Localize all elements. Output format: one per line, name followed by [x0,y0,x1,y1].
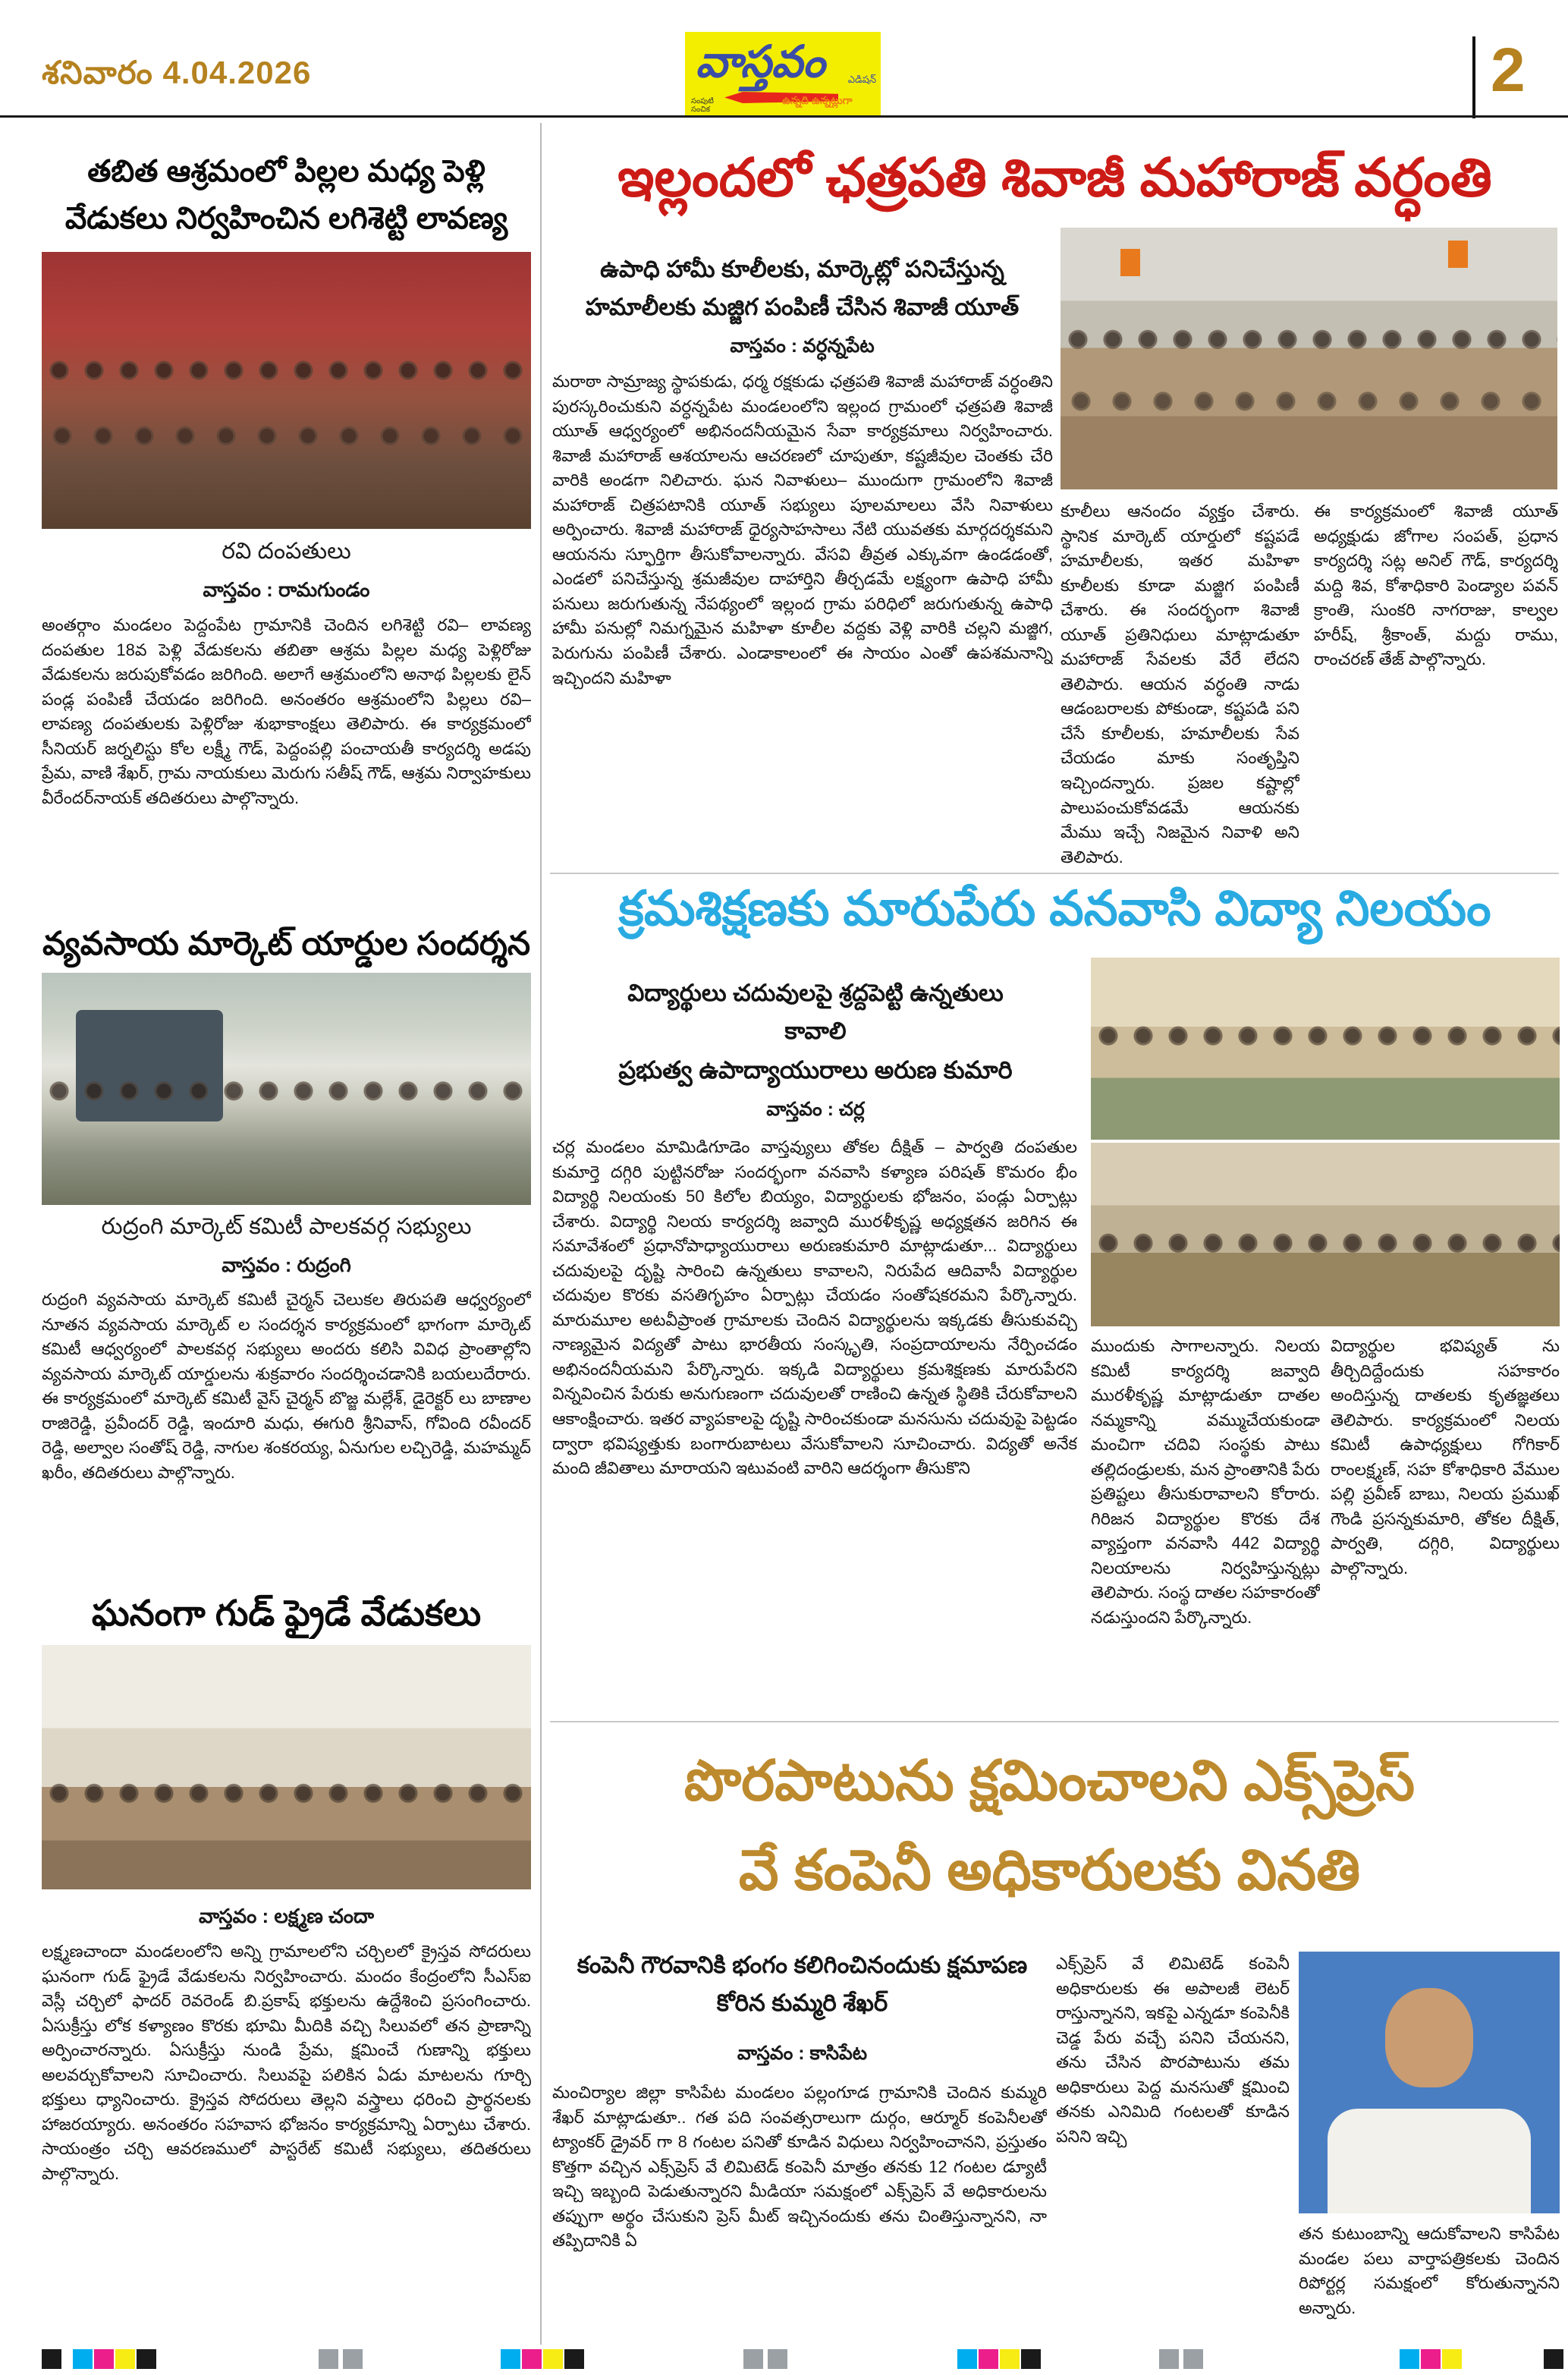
article-shivaji-subhead: ఉపాధి హామీ కూలీలకు, మార్కెట్లో పనిచేస్తున్న హమాలీలకు మజ్జిగ పంపిణీ చేసిన శివాజీ యూత్ [585,256,1020,320]
page-number-divider [1472,36,1475,118]
portrait-head-shape [1385,1988,1474,2087]
print-mark-black [42,2349,61,2369]
print-mark-magenta [522,2349,542,2369]
article-goodfriday-headline: ఘనంగా గుడ్ ఫ్రైడే వేడుకలు [91,1593,482,1633]
photo-sekhar-portrait [1299,1952,1560,2213]
print-mark-gray [768,2349,787,2369]
print-mark-cyan [957,2349,977,2369]
article-shivaji-body-col1: మరాఠా సామ్రాజ్య స్థాపకుడు, ధర్మ రక్షకుడు ఛత్రపతి శివాజీ మహారాజ్ వర్ధంతిని పురస్కరించుకుని వర్ధన్నపేట మండలంలోని ఇల్లంద గ్రామంలో ఛత్రపతి శివాజీ యూత్ ఆధ్వర్యంలో అభినందనీయమైన సేవా కార్యక్రమాలు నిర్వహించారు. శివాజీ మహారాజ్ ఆశయాలను ఆచరణలో చూపుతూ, కష్టజీవుల చెంతకు చేరి వారికి అండగా నిలిచారు. ఘన నివాళులు– ముందుగా గ్రామంలోని శివాజీ మహారాజ్ చిత్రపటానికి యూత్ సభ్యులు పూలమాలలు వేసి నివాళులు అర్పించారు. శివాజీ మహారాజ్ ధైర్యసాహసాలు నేటి యువతకు మార్గదర్శకమని ఆయనను స్ఫూర్తిగా తీసుకోవాలన్నారు. వేసవి తీవ్రత ఎక్కువగా ఉండడంతో, ఎండలో పనిచేస్తున్న శ్రమజీవుల దాహార్తిని తీర్చడమే లక్ష్యంగా ఉపాధి హామీ పనులు జరుగుతున్న నేపథ్యంలో ఇల్లంద గ్రామ పరిధిలో జరుగుతున్న ఉపాధి హామీ పనుల్లో నిమగ్నమైన మహిళా కూలీల వద్దకు వెళ్లి వారికి చల్లని మజ్జిగ, పెరుగును పంపిణీ చేశారు. ఎండాకాలంలో ఈ సాయం ఎంతో ఉపశమనాన్ని ఇచ్చిందని మహిళా [552,372,1053,687]
print-mark-gray [1159,2349,1179,2369]
print-mark-yellow [1442,2349,1462,2369]
page-date: శనివారం 4.04.2026 [42,55,312,90]
article-express-headline [531,1736,1568,1911]
article-tabitha-body: అంతర్గాం మండలం పెద్దంపేట గ్రామానికి చెందిన లగిశెట్టి రవి– లావణ్య దంపతుల 18వ పెళ్లి వేడుకలను తబితా ఆశ్రమ పిల్లల మధ్య పెళ్లిరోజు వేడుకలను జరుపుకోవడం జరిగింది. అలాగే ఆశ్రమంలోని అనాథ పిల్లలకు లైన్ పండ్ల పంపిణీ చేయడం జరిగింది. అనంతరం ఆశ్రమంలోని పిల్లలు రవి– లావణ్య దంపతులకు పెళ్లిరోజు శుభాకాంక్షలు తెలిపారు. ఈ కార్యక్రమంలో సీనియర్ జర్నలిస్టు కోల లక్ష్మీ గౌడ్, పెద్దంపల్లి పంచాయతీ కార్యదర్శి అడపు ప్రేమ, వాణి శేఖర్, గ్రామ నాయకులు మెరుగు సతీష్ గౌడ్, ఆశ్రమ నిర్వాహకులు వీరేందర్‌నాయక్ తదితరులు పాల్గొన్నారు. [42,615,531,807]
article-express-headline-line2: వే కంపెనీ అధికారులకు వినతి [738,1839,1361,1902]
print-mark-gray [743,2349,763,2369]
print-mark-black [137,2349,156,2369]
masthead-issue: సంచిక [691,105,710,114]
photo-vanavasi-ceremony [1091,958,1560,1140]
print-mark-cyan [73,2349,93,2369]
print-mark-magenta [94,2349,114,2369]
article-shivaji-byline: వాస్తవం : వర్ధన్నపేట [730,335,875,357]
article-tabitha-caption: రవి దంపతులు [222,539,351,564]
print-mark-magenta [979,2349,998,2369]
article-vanavasi-body-col1: చర్ల మండలం మామిడిగూడెం వాస్తవ్యులు తోకల దీక్షిత్ – పార్వతి దంపతుల కుమార్తె దగ్గిరి పుట్టినరోజు సందర్భంగా వనవాసి కళ్యాణ పరిషత్ కొమరం భీం విద్యార్థి నిలయంకు 50 కిలోల బియ్యం, విద్యార్థులకు భోజనం, పండ్లు ఏర్పాట్లు చేశారు. విద్యార్థి నిలయ కార్యదర్శి జవ్వాది మురళీకృష్ణ అధ్యక్షతన జరిగిన ఈ సమావేశంలో ప్రధానోపాధ్యాయురాలు అరుణకుమారి మాట్లాడుతూ... విద్యార్థులు చదువులపై దృష్టి సారించి ఉన్నతులు కావాలని, నిరుపేద ఆదివాసీ విద్యార్థుల చదువుల కొరకు వసతిగృహం ఏర్పాట్లు చేయడం సంతోషకరమని పేర్కొన్నారు. మారుమూల అటవీప్రాంత గ్రామాలకు చెందిన విద్యార్థులను ఇక్కడకు తీసుకువచ్చి నాణ్యమైన విద్యతో పాటు భారతీయ సంస్కృతి, సంప్రదాయాలను నేర్పించడం అభినందనీయమని పేర్కొన్నారు. ఇక్కడి విద్యార్థులు క్రమశిక్షణకు మారుపేరని విన్నవించిన పేరుకు అనుగుణంగా చదువులతో రాణించి ఉన్నత స్థితికి చేరుకోవాలని ఆకాంక్షించారు. ఇతర వ్యాపకాలపై దృష్టి సారించకుండా మనసును చదువుపై పెట్టడం ద్వారా భవిష్యత్తుకు బంగారుబాటలు వేసుకోవాలని సూచించారు. విద్యతో అనేక మంది జీవితాలు మారాయని ఇటువంటి వారిని ఆదర్శంగా తీసుకొని [552,1137,1077,1478]
print-mark-black [564,2349,584,2369]
article-goodfriday-body: లక్ష్మణచాందా మండలంలోని అన్ని గ్రామాలలోని చర్చిలలో క్రైస్తవ సోదరులు ఘనంగా గుడ్ ఫ్రైడే వేడుకలను నిర్వహించారు. మందం కేంద్రంలోని సీఎస్ఐ వెస్లీ చర్చిలో ఫాదర్ రెవరెండ్ బి.ప్రకాష్ భక్తులను ఉద్దేశించి ప్రసంగించారు. ఏసుక్రీస్తు లోక కళ్యాణం కొరకు భూమి మీదికి వచ్చి సిలువలో తన ప్రాణాన్ని అర్పించారన్నారు. ఏసుక్రీస్తు నుండి ప్రేమ, క్షమించే గుణాన్ని భక్తులు అలవర్చుకోవాలని సూచించారు. సిలువపై పలికిన ఏడు మాటలను గూర్చి భక్తులు ధ్యానించారు. క్రైస్తవ సోదరులు తెల్లని వస్త్రాలు ధరించి ప్రార్థనలకు హాజరయ్యారు. అనంతరం సహవాస భోజనం కార్యక్రమాన్ని ఏర్పాటు చేశారు. సాయంత్రం చర్చి ఆవరణములో పాస్టరేట్ కమిటీ సభ్యులు, తదితరులు పాల్గొన్నారు. [42,1942,531,2183]
print-mark-magenta [1421,2349,1441,2369]
print-mark-cyan [1400,2349,1419,2369]
article-express-body-col2: ఎక్స్‌ప్రెస్ వే లిమిటెడ్ కంపెనీ అధికారులకు ఈ అపాలజీ లెటర్ రాస్తున్నానని, ఇకపై ఎన్నడూ కంపెనీకి చెడ్డ పేరు వచ్చే పనిని చేయనని, తను చేసిన పొరపాటును తమ అధికారులు పెద్ద మనసుతో క్షమించి తనకు ఎనిమిది గంటలతో కూడిన పనిని ఇచ్చి [1056,1954,1290,2146]
masthead-volume-issue [691,97,714,114]
article-express-headline-line1: పొరపాటును క్షమించాలని ఎక్స్‌ప్రెస్ [683,1749,1416,1812]
article-vanavasi-headline: క్రమశిక్షణకు మారుపేరు వనవాసి విద్యా నిలయం [618,881,1491,936]
article-express-body-col3: తన కుటుంబాన్ని ఆదుకోవాలని కాసిపేట మండల పలు వార్తాపత్రికలకు చెందిన రిపోర్టర్ల సమక్షంలో కోరుతున్నానని అన్నారు. [1299,2224,1560,2317]
print-mark-gray [343,2349,363,2369]
article-vanavasi-subhead1: విద్యార్థులు చదువులపై శ్రద్దపెట్టి ఉన్నతులు కావాలి [627,980,1004,1044]
article-vanavasi-body-col3: విద్యార్థుల భవిష్యత్ ను తీర్చిదిద్దేందుకు సహకారం అందిస్తున్న దాతలకు కృతజ్ఞతలు తెలిపారు. కార్యక్రమంలో నిలయ కమిటీ ఉపాధ్యక్షులు గోగికార్ రాంలక్ష్మణ్, సహ కోశాధికారి వేముల పల్లి ప్రవీణ్ బాబు, నిలయ ప్రముఖ్ గౌండి ప్రసన్నకుమారి, తోకల దీక్షిత్, పార్వతి, దగ్గిరి, విద్యార్థులు పాల్గొన్నారు. [1331,1336,1560,1578]
section-divider [550,1721,1559,1722]
article-goodfriday-byline: వాస్తవం : లక్ష్మణ చందా [198,1905,375,1927]
article-shivaji-headline: ఇల్లందలో ఛత్రపతి శివాజీ మహారాజ్ వర్ధంతి [617,148,1492,207]
portrait-shirt-shape [1328,2109,1531,2213]
photo-crowd-texture [42,1071,531,1163]
masthead-logo [685,32,881,115]
masthead-title: వాస్తవం [696,37,825,87]
photo-crowd-texture [1091,1227,1560,1301]
print-mark-gray [319,2349,338,2369]
article-tabitha-headline: తబిత ఆశ్రమంలో పిల్లల మధ్య పెళ్లి వేడుకలు నిర్వహించిన లగిశెట్టి లావణ్య [64,155,508,235]
article-tabitha-byline: వాస్తవం : రామగుండం [203,578,370,601]
article-express-byline: వాస్తవం : కాసిపేట [737,2043,868,2064]
photo-church-service [42,1645,531,1889]
print-mark-cyan [501,2349,520,2369]
article-shivaji-body-col3: ఈ కార్యక్రమంలో శివాజీ యూత్ అధ్యక్షుడు జోగాల సంపత్, ప్రధాన కార్యదర్శి సట్ల అనిల్ గౌడ్, కార్యదర్శి మద్ది శివ, కోశాధికారి పెండ్యాల పవన్ క్రాంతి, సుంకరి నాగరాజు, కాల్వల హరీష్, శ్రీకాంత్, మద్దు రాము, రాంచరణ్ తేజ్ పాల్గొన్నారు. [1314,502,1558,669]
photo-crowd-texture [1061,379,1557,479]
article-vanavasi-body-col2: ముందుకు సాగాలన్నారు. నిలయ కమిటీ కార్యదర్శి జవ్వాది మురళీకృష్ణ మాట్లాడుతూ దాతల నమ్మకాన్ని వమ్ముచేయకుండా మంచిగా చదివి సంస్థకు పాటు తల్లిదండ్రులకు, మన ప్రాంతానికి పేరు ప్రతిష్టలు తీసుకురావాలని కోరారు. గిరిజన విద్యార్థుల కొరకు దేశ వ్యాప్తంగా వనవాసి 442 విద్యార్థి నిలయాలను నిర్వహిస్తున్నట్లు తెలిపారు. సంస్థ దాతల సహకారంతో నడుస్తుందని పేర్కొన్నారు. [1091,1336,1320,1628]
print-mark-yellow [115,2349,135,2369]
print-mark-black [1544,2349,1563,2369]
photo-crowd-texture [42,413,531,518]
masthead-tagline: ఉన్నది ఉన్నట్లుగా [782,94,853,106]
print-mark-black [1021,2349,1041,2369]
header-rule [0,115,1568,118]
photo-shivaji-youth [1061,228,1557,489]
photo-market-committee [42,973,531,1205]
article-vanavasi-byline: వాస్తవం : చర్ల [766,1099,865,1120]
article-market-caption: రుద్రంగి మార్కెట్ కమిటీ పాలకవర్గ సభ్యులు [101,1214,472,1239]
photo-crowd-texture [42,1772,531,1870]
print-mark-gray [1183,2349,1203,2369]
flag-shape [1120,249,1140,276]
photo-crowd-texture [1091,1020,1560,1093]
article-express-body-col1: మంచిర్యాల జిల్లా కాసిపేట మండలం పల్లంగూడ గ్రామానికి చెందిన కుమ్మరి శేఖర్ మాట్లాడుతూ.. గత పది సంవత్సరాలుగా దుర్గం, ఆర్మూర్ కంపెనీలతో ట్యాంకర్ డ్రైవర్ గా 8 గంటల పనితో కూడిన విధులు నిర్వహించానని, ప్రస్తుతం కొత్తగా వచ్చిన ఎక్స్‌ప్రెస్ వే లిమిటెడ్ కంపెనీ మాత్రం తనకు 12 గంటల డ్యూటీ ఇచ్చి ఇబ్బంది పెడుతున్నారని మీడియా సమక్షంలో ఎక్స్‌ప్రెస్ వే అధికారులను తప్పుగా అర్థం చేసుకుని ప్రెస్ మీట్ ఇచ్చినందుకు తను చింతిస్తున్నానని, నా తప్పిదానికి ఏ [552,2083,1047,2251]
article-market-body: రుద్రంగి వ్యవసాయ మార్కెట్ కమిటీ చైర్మన్ చెలుకల తిరుపతి ఆధ్వర్యంలో నూతన వ్యవసాయ మార్కెట్ ల సందర్శన కార్యక్రమంలో భాగంగా మార్కెట్ కమిటీ ఆధ్వర్యంలో పాలకవర్గ సభ్యులు అందరు కలిసి వివిధ ప్రాంతాల్లోని వ్యవసాయ మార్కెట్ యార్డులను శుక్రవారం సందర్శించడానికి బయలుదేరారు. ఈ కార్యక్రమంలో మార్కెట్ కమిటీ వైస్ చైర్మన్ బొజ్జ మల్లేశ్, డైరెక్టర్ లు బాణాల రాజిరెడ్డి, ప్రవీందర్ రెడ్డి, ఇందూరి మధు, ఈగురి శ్రీనివాస్, గోవింది రవీందర్ రెడ్డి, అల్వాల సంతోష్ రెడ్డి, నాగుల శంకరయ్య, ఏనుగుల లచ్చిరెడ్డి, మహమ్మద్ ఖరీం, తదితరులు పాల్గొన్నారు. [42,1290,531,1482]
article-vanavasi-subhead2: ప్రభుత్వ ఉపాద్యాయురాలు అరుణ కుమారి [618,1056,1013,1084]
page-number: 2 [1491,36,1526,105]
flag-shape [1448,241,1468,268]
section-divider [550,873,1559,874]
print-mark-yellow [543,2349,563,2369]
masthead-edition-label: ఎడిషన్ [847,74,876,85]
print-mark-yellow [1000,2349,1020,2369]
print-registration-marks [0,2349,1568,2370]
article-express-subhead: కంపెనీ గౌరవానికి భంగం కలిగించినందుకు క్షమాపణ కోరిన కుమ్మరి శేఖర్ [577,1952,1028,2016]
article-market-headline: వ్యవసాయ మార్కెట్ యార్డుల సందర్శన [42,926,531,962]
masthead-volume: సంపుటి [691,97,714,105]
photo-vanavasi-students [1091,1143,1560,1326]
column-divider [540,123,542,2345]
article-market-byline: వాస్తవం : రుద్రంగి [222,1254,351,1276]
photo-ashram-wedding [42,252,531,529]
article-shivaji-body-col2: కూలీలు ఆనందం వ్యక్తం చేశారు. స్థానిక మార్కెట్ యార్డులో కష్టపడే హమాలీలకు, ఇతర మహిళా కూలీలకు కూడా మజ్జిగ పంపిణీ చేశారు. ఈ సందర్భంగా శివాజీ యూత్ ప్రతినిధులు మాట్లాడుతూ మహారాజ్ సేవలకు వేరే లేదని తెలిపారు. ఆయన వర్ధంతి నాడు ఆడంబరాలకు పోకుండా, కష్టపడి పని చేసే కూలీలకు, హమాలీలకు సేవ చేయడం మాకు సంతృప్తిని ఇచ్చిందన్నారు. ప్రజల కష్టాల్లో పాలుపంచుకోవడమే ఆయనకు మేము ఇచ్చే నిజమైన నివాళి అని తెలిపారు. [1061,502,1299,867]
